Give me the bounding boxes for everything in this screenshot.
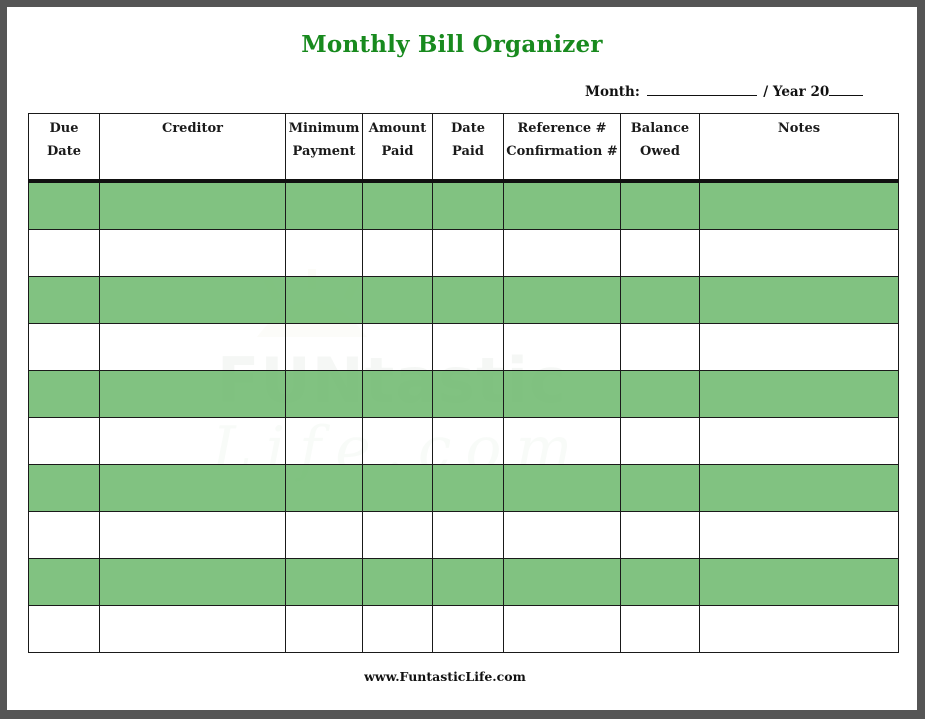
- table-cell[interactable]: [504, 230, 621, 277]
- table-cell[interactable]: [286, 512, 363, 559]
- table-cell[interactable]: [433, 324, 504, 371]
- table-cell[interactable]: [286, 181, 363, 230]
- table-cell[interactable]: [700, 465, 899, 512]
- table-cell[interactable]: [621, 559, 700, 606]
- table-row: [29, 512, 899, 559]
- table-cell[interactable]: [504, 371, 621, 418]
- table-cell[interactable]: [363, 371, 433, 418]
- table-row: [29, 230, 899, 277]
- table-cell[interactable]: [100, 465, 286, 512]
- col-header-balance-owed: Balance Owed: [621, 114, 700, 182]
- col-header-notes: Notes: [700, 114, 899, 182]
- table-cell[interactable]: [29, 606, 100, 653]
- table-cell[interactable]: [100, 230, 286, 277]
- table-cell[interactable]: [504, 181, 621, 230]
- col-header-minimum-payment: Minimum Payment: [286, 114, 363, 182]
- table-cell[interactable]: [363, 606, 433, 653]
- table-cell[interactable]: [700, 371, 899, 418]
- table-cell[interactable]: [433, 181, 504, 230]
- table-cell[interactable]: [621, 324, 700, 371]
- table-cell[interactable]: [504, 324, 621, 371]
- table-cell[interactable]: [700, 230, 899, 277]
- table-cell[interactable]: [363, 324, 433, 371]
- table-cell[interactable]: [700, 181, 899, 230]
- table-header-row: [29, 114, 899, 182]
- table-cell[interactable]: [433, 371, 504, 418]
- table-cell[interactable]: [286, 606, 363, 653]
- table-cell[interactable]: [700, 559, 899, 606]
- table-cell[interactable]: [363, 418, 433, 465]
- table-cell[interactable]: [363, 465, 433, 512]
- table-row: [29, 181, 899, 230]
- table-cell[interactable]: [29, 371, 100, 418]
- bill-rows: [29, 181, 899, 653]
- table-cell[interactable]: [433, 465, 504, 512]
- table-cell[interactable]: [363, 181, 433, 230]
- table-row: [29, 324, 899, 371]
- month-year-field: [585, 84, 865, 100]
- table-cell[interactable]: [621, 181, 700, 230]
- table-row: [29, 418, 899, 465]
- table-cell[interactable]: [700, 512, 899, 559]
- table-cell[interactable]: [433, 559, 504, 606]
- table-cell[interactable]: [286, 418, 363, 465]
- table-cell[interactable]: [433, 418, 504, 465]
- table-cell[interactable]: [504, 465, 621, 512]
- table-cell[interactable]: [621, 371, 700, 418]
- table-row: [29, 606, 899, 653]
- col-header-reference: Reference # Confirmation #: [504, 114, 621, 182]
- table-cell[interactable]: [504, 277, 621, 324]
- month-blank-line: [647, 94, 757, 96]
- table-cell[interactable]: [621, 512, 700, 559]
- table-cell[interactable]: [286, 465, 363, 512]
- table-cell[interactable]: [363, 230, 433, 277]
- table-cell[interactable]: [504, 418, 621, 465]
- table-cell[interactable]: [29, 230, 100, 277]
- table-cell[interactable]: [286, 559, 363, 606]
- table-cell[interactable]: [621, 230, 700, 277]
- bill-table: [28, 113, 899, 653]
- table-cell[interactable]: [700, 277, 899, 324]
- table-cell[interactable]: [363, 559, 433, 606]
- table-cell[interactable]: [29, 324, 100, 371]
- table-cell[interactable]: [621, 606, 700, 653]
- table-cell[interactable]: [100, 371, 286, 418]
- table-cell[interactable]: [29, 418, 100, 465]
- table-cell[interactable]: [504, 606, 621, 653]
- table-cell[interactable]: [100, 512, 286, 559]
- table-cell[interactable]: [100, 418, 286, 465]
- table-row: [29, 465, 899, 512]
- table-cell[interactable]: [433, 606, 504, 653]
- table-cell[interactable]: [433, 512, 504, 559]
- table-cell[interactable]: [363, 512, 433, 559]
- table-cell[interactable]: [504, 559, 621, 606]
- table-cell[interactable]: [100, 559, 286, 606]
- table-cell[interactable]: [433, 230, 504, 277]
- month-label: Month:: [585, 84, 640, 100]
- table-cell[interactable]: [286, 324, 363, 371]
- table-cell[interactable]: [100, 606, 286, 653]
- table-row: [29, 559, 899, 606]
- table-cell[interactable]: [700, 606, 899, 653]
- col-header-amount-paid: Amount Paid: [363, 114, 433, 182]
- table-cell[interactable]: [29, 465, 100, 512]
- table-cell[interactable]: [100, 324, 286, 371]
- year-blank-line: [829, 94, 863, 96]
- table-cell[interactable]: [433, 277, 504, 324]
- table-cell[interactable]: [286, 230, 363, 277]
- col-header-creditor: Creditor: [100, 114, 286, 182]
- table-cell[interactable]: [621, 418, 700, 465]
- table-cell[interactable]: [621, 465, 700, 512]
- table-row: [29, 371, 899, 418]
- table-cell[interactable]: [286, 371, 363, 418]
- table-cell[interactable]: [700, 418, 899, 465]
- table-cell[interactable]: [100, 181, 286, 230]
- table-cell[interactable]: [29, 559, 100, 606]
- table-cell[interactable]: [504, 512, 621, 559]
- table-cell[interactable]: [29, 181, 100, 230]
- table-cell[interactable]: [100, 277, 286, 324]
- table-cell[interactable]: [29, 277, 100, 324]
- table-row: [29, 277, 899, 324]
- table-cell[interactable]: [700, 324, 899, 371]
- footer-website: www.FuntasticLife.com: [364, 669, 526, 684]
- year-label: / Year 20: [763, 84, 830, 100]
- table-cell[interactable]: [29, 512, 100, 559]
- printable-sheet: [7, 7, 917, 710]
- table-cell[interactable]: [363, 277, 433, 324]
- page-title: Monthly Bill Organizer: [301, 31, 603, 58]
- col-header-due-date: Due Date: [29, 114, 100, 182]
- table-cell[interactable]: [621, 277, 700, 324]
- table-cell[interactable]: [286, 277, 363, 324]
- col-header-date-paid: Date Paid: [433, 114, 504, 182]
